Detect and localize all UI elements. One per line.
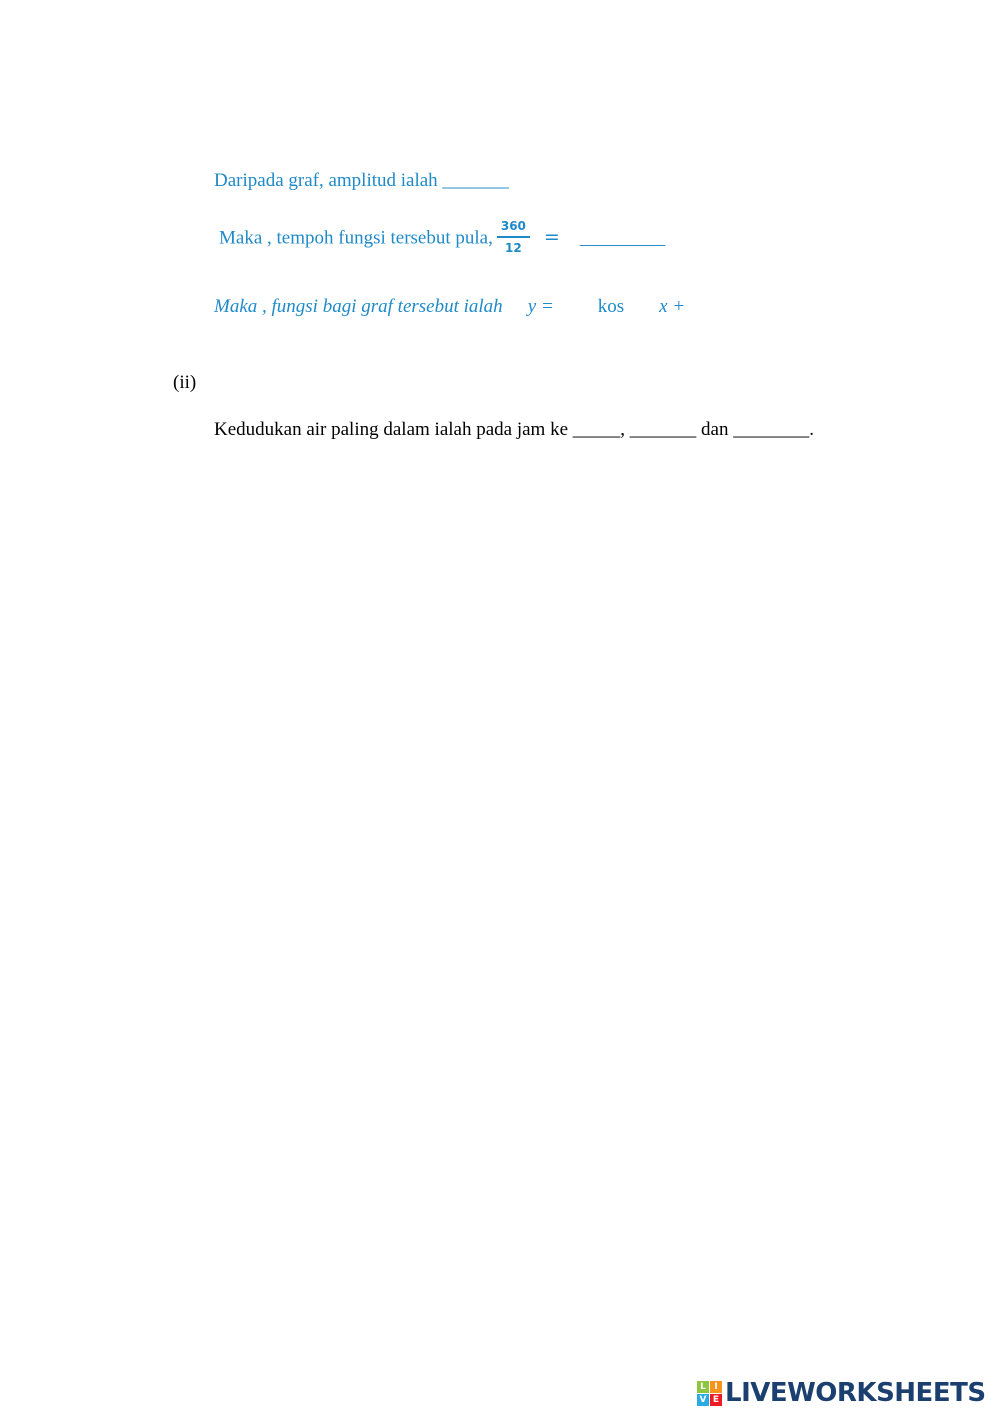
logo-letter: I [710,1381,722,1393]
logo-letter: L [697,1381,709,1393]
kos-label: kos [597,296,625,317]
deepest-water-question: Kedudukan air paling dalam ialah pada jam ke _____, _______ dan ________. [214,419,814,440]
amplitude-question: Daripada graf, amplitud ialah _______ [214,170,509,191]
period-fraction [497,219,530,255]
period-answer-blank[interactable]: _________ [579,227,666,249]
logo-letter: E [710,1394,722,1406]
fraction-denominator: 12 [505,241,522,255]
y-equals: y = [527,296,554,317]
liveworksheets-watermark [697,1378,986,1408]
logo-letter: V [697,1394,709,1406]
part-label: (ii) [173,372,197,393]
watermark-text: LIVEWORKSHEETS [725,1378,986,1408]
function-question [214,296,685,318]
liveworksheets-logo-icon [697,1381,722,1406]
equals-sign: = [543,226,560,249]
period-text: Maka , tempoh fungsi tersebut pula, [219,227,493,249]
function-text: Maka , fungsi bagi graf tersebut ialah [214,296,503,317]
fraction-numerator: 360 [497,219,530,238]
x-plus: x + [659,296,686,317]
period-question [219,221,665,257]
